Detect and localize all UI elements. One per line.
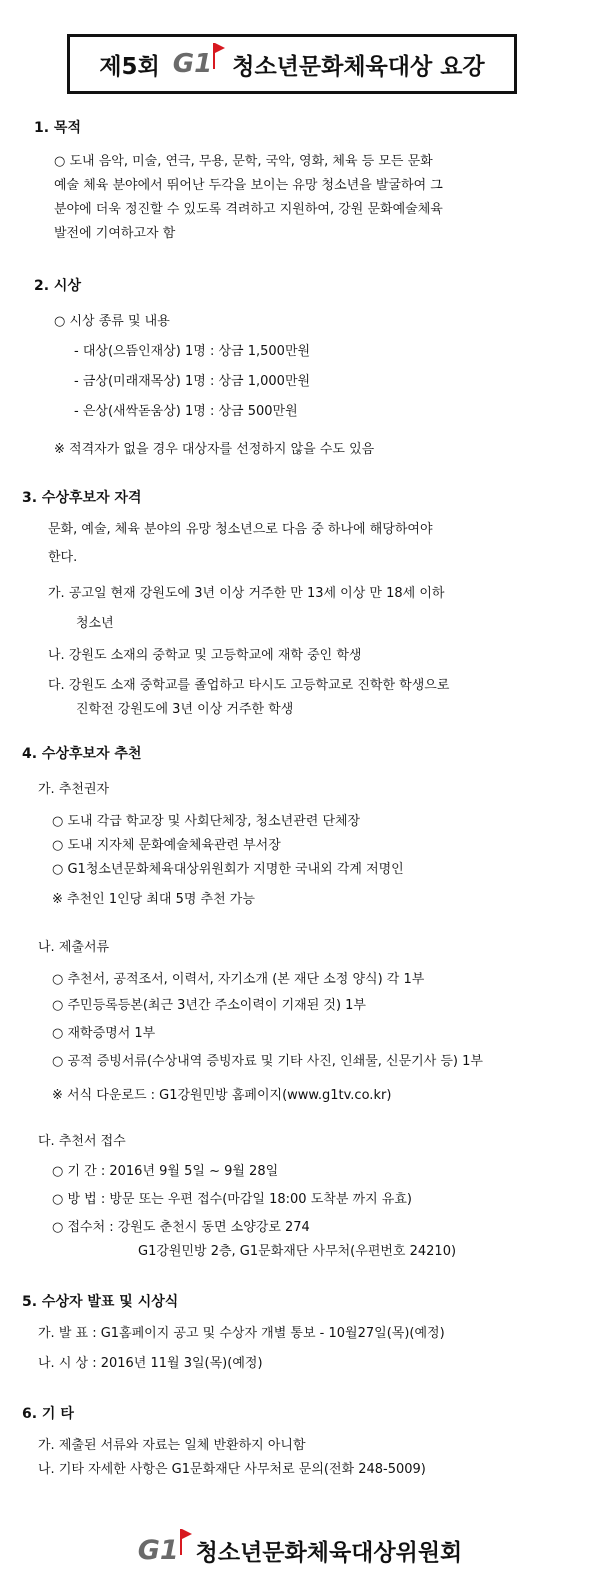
award-note: ※ 적격자가 없을 경우 대상자를 선정하지 않을 수도 있음	[54, 442, 375, 457]
footer	[0, 1528, 600, 1572]
g1-logo-text: G1	[172, 49, 213, 79]
submission-line: ○ 기 간 : 2016년 9월 5일 ~ 9월 28일	[52, 1164, 279, 1179]
section-heading-award: 2. 시상	[34, 278, 81, 294]
flag-icon	[213, 43, 225, 69]
org-name: 청소년문화체육대상위원회	[195, 1539, 463, 1566]
section-heading-purpose: 1. 목적	[34, 120, 81, 136]
purpose-line: ○ 도내 음악, 미술, 연극, 무용, 문학, 국악, 영화, 체육 등 모든 문화	[54, 154, 433, 169]
subsection-label-recommenders: 가. 추천권자	[38, 782, 110, 797]
eligibility-line: 한다.	[48, 550, 78, 565]
g1-logo	[173, 49, 225, 79]
award-item: - 대상(으뜸인재상) 1명 : 상금 1,500만원	[74, 344, 311, 359]
submission-line: G1강원민방 2층, G1문화재단 사무처(우편번호 24210)	[138, 1244, 457, 1259]
section-heading-nomination: 4. 수상후보자 추천	[22, 746, 142, 762]
g1-logo	[138, 1535, 192, 1566]
submission-line: ○ 접수처 : 강원도 춘천시 동면 소양강로 274	[52, 1220, 310, 1235]
purpose-line: 예술 체육 분야에서 뛰어난 두각을 보이는 유망 청소년을 발굴하여 그	[54, 178, 443, 193]
eligibility-line: 청소년	[76, 616, 114, 631]
award-line: ○ 시상 종류 및 내용	[54, 314, 170, 329]
recommender-line: ○ G1청소년문화체육대상위원회가 지명한 국내외 각계 저명인	[52, 862, 404, 877]
flag-icon	[180, 1529, 192, 1555]
award-item: - 은상(새싹돋움상) 1명 : 상금 500만원	[74, 404, 298, 419]
g1-logo-text: G1	[137, 1534, 179, 1566]
title-prefix: 제5회	[99, 53, 160, 80]
eligibility-line: 다. 강원도 소재 중학교를 졸업하고 타시도 고등학교로 진학한 학생으로	[48, 678, 450, 693]
misc-line: 나. 기타 자세한 사항은 G1문화재단 사무처로 문의(전화 248-5009)	[38, 1462, 426, 1477]
announcement-line: 나. 시 상 : 2016년 11월 3일(목)(예정)	[38, 1356, 263, 1371]
subsection-label-submission: 다. 추천서 접수	[38, 1134, 126, 1149]
purpose-line: 발전에 기여하고자 함	[54, 226, 176, 241]
eligibility-line: 가. 공고일 현재 강원도에 3년 이상 거주한 만 13세 이상 만 18세 이하	[48, 586, 445, 601]
document-line: ○ 주민등록등본(최근 3년간 주소이력이 기재된 것) 1부	[52, 998, 366, 1013]
section-heading-misc: 6. 기 타	[22, 1406, 74, 1422]
eligibility-line: 진학전 강원도에 3년 이상 거주한 학생	[76, 702, 294, 717]
document-line: ○ 재학증명서 1부	[52, 1026, 156, 1041]
purpose-line: 분야에 더욱 정진할 수 있도록 격려하고 지원하여, 강원 문화예술체육	[54, 202, 443, 217]
recommender-note: ※ 추천인 1인당 최대 5명 추천 가능	[52, 892, 255, 907]
recommender-line: ○ 도내 지자체 문화예술체육관련 부서장	[52, 838, 281, 853]
submission-line: ○ 방 법 : 방문 또는 우편 접수(마감일 18:00 도착분 까지 유효)	[52, 1192, 412, 1207]
download-note: ※ 서식 다운로드 : G1강원민방 홈페이지(www.g1tv.co.kr)	[52, 1088, 392, 1103]
page-title	[67, 34, 517, 94]
section-heading-announcement: 5. 수상자 발표 및 시상식	[22, 1294, 179, 1310]
document-line: ○ 추천서, 공적조서, 이력서, 자기소개 (본 재단 소정 양식) 각 1부	[52, 972, 425, 987]
misc-line: 가. 제출된 서류와 자료는 일체 반환하지 아니함	[38, 1438, 306, 1453]
award-item: - 금상(미래재목상) 1명 : 상금 1,000만원	[74, 374, 311, 389]
title-suffix: 청소년문화체육대상 요강	[232, 53, 485, 80]
subsection-label-documents: 나. 제출서류	[38, 940, 110, 955]
announcement-line: 가. 발 표 : G1홈페이지 공고 및 수상자 개별 통보 - 10월27일(목)(예정)	[38, 1326, 445, 1341]
section-heading-eligibility: 3. 수상후보자 자격	[22, 490, 142, 506]
recommender-line: ○ 도내 각급 학교장 및 사회단체장, 청소년관련 단체장	[52, 814, 361, 829]
eligibility-line: 문화, 예술, 체육 분야의 유망 청소년으로 다음 중 하나에 해당하여야	[48, 522, 433, 537]
eligibility-line: 나. 강원도 소재의 중학교 및 고등학교에 재학 중인 학생	[48, 648, 362, 663]
document-line: ○ 공적 증빙서류(수상내역 증빙자료 및 기타 사진, 인쇄물, 신문기사 등) 1부	[52, 1054, 483, 1069]
